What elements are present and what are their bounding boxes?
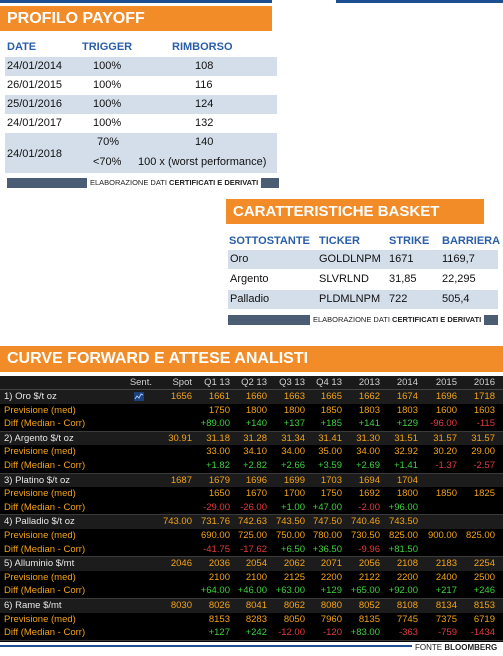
source-bold: BLOOMBERG [444,643,498,652]
forecast-row [0,529,503,543]
forward-value: 1665 [320,391,342,402]
commodity-label: 3) Platino $/t oz [4,474,71,486]
forward-value: 31.57 [433,432,457,444]
diff-value: -9.96 [358,543,380,555]
diff-value: +36.50 [312,543,342,555]
forecast-value: 1850 [435,488,457,500]
diff-value: +83.00 [350,627,380,639]
basket-header-ticker: TICKER [319,235,360,247]
diff-value: -120 [322,627,342,639]
forward-value: 2062 [283,558,305,570]
commodity-row[interactable] [0,557,503,571]
payoff-trigger: <70% [93,156,122,168]
diff-value: +1.82 [205,460,230,471]
col-header: 2014 [396,377,418,388]
forward-value: 8134 [435,600,457,611]
spot-value: 30.91 [168,432,192,444]
forecast-value: 1800 [283,404,305,416]
spot-value: 1656 [170,391,192,402]
diff-value: +127 [208,627,230,639]
top-rule-right [336,0,503,3]
forward-value: 8080 [320,600,342,611]
basket-barriera: 1169,7 [442,253,475,265]
commodity-row[interactable] [0,599,503,613]
payoff-rimborso: 124 [195,98,214,110]
basket-header-barriera: BARRIERA [442,235,501,247]
forecast-value: 2500 [473,571,495,583]
forecast-value: 1800 [245,404,267,416]
forecast-value: 6719 [473,613,495,625]
diff-value: -1434 [470,627,495,639]
forecast-value: 1850 [320,404,342,416]
diff-value: -29.00 [203,501,230,513]
table-row [5,114,277,133]
col-header: 2016 [473,377,495,388]
forecast-value: 1670 [245,488,267,500]
forward-value: 2183 [435,558,457,570]
forecast-value: 7745 [396,613,418,625]
diff-row [0,501,503,515]
basket-ticker: PLDMLNPM [319,293,381,305]
row-label: Diff (Median - Corr) [4,627,86,639]
forward-value: 1704 [396,474,418,486]
payoff-header-rimborso: RIMBORSO [172,41,233,53]
source-prefix: FONTE [415,643,445,652]
forecast-value: 690.00 [200,530,230,541]
basket-caption-bold: CERTIFICATI E DERIVATI [392,315,482,324]
basket-header-strike: STRIKE [389,235,430,247]
payoff-date: 24/01/2017 [7,117,63,129]
payoff-title: PROFILO PAYOFF [0,6,272,31]
forward-value: 2254 [473,558,495,570]
payoff-trigger: 100% [93,79,122,91]
diff-value: +64.00 [200,585,230,597]
payoff-caption-prefix: ELABORAZIONE DATI [90,178,170,187]
row-label: Diff (Median - Corr) [4,585,86,597]
source-caption [412,643,500,653]
forward-value: 1663 [283,391,305,402]
diff-value: +81.50 [388,543,418,555]
forward-value: 740.46 [350,516,380,528]
basket-caption-prefix: ELABORAZIONE DATI [313,315,393,324]
row-label: Previsione (med) [4,530,76,541]
forecast-value: 1750 [208,404,230,416]
basket-sottostante: Palladio [230,293,270,305]
payoff-trigger: 100% [93,117,122,129]
bloomberg-header-row [0,376,503,390]
forecast-value: 1700 [283,488,305,500]
table-row [5,95,277,114]
forecast-value: 8050 [283,613,305,625]
commodity-label: 5) Alluminio $/mt [4,558,75,570]
col-header: Sent. [129,377,152,388]
diff-value: +129 [396,418,418,430]
forward-value: 1679 [208,474,230,486]
row-label: Diff (Median - Corr) [4,543,86,555]
forward-value: 31.51 [394,432,418,444]
row-label: Previsione (med) [4,404,76,416]
col-header: Q2 13 [241,377,267,388]
forecast-value: 1600 [435,404,457,416]
forecast-value: 1750 [320,488,342,500]
forecast-value: 1692 [358,488,380,500]
diff-value: -26.00 [240,501,267,513]
basket-ticker: GOLDLNPM [319,253,381,265]
row-label: Diff (Median - Corr) [4,418,86,430]
payoff-header-date: DATE [7,41,37,53]
forward-value: 31.30 [356,432,380,444]
basket-caption [310,315,484,325]
diff-value: +140 [245,418,267,430]
diff-value: +2.69 [355,460,380,471]
forward-value: 2054 [245,558,267,570]
forward-value: 8153 [473,600,495,611]
col-header: Spot [172,377,192,388]
forward-value: 8026 [208,600,230,611]
diff-value: +63.00 [275,585,305,597]
forward-value: 8108 [396,600,418,611]
forecast-value: 30.20 [433,446,457,458]
diff-value: +47.00 [312,501,342,513]
forecast-value: 32.92 [394,446,418,458]
diff-value: +242 [245,627,267,639]
forecast-value: 7960 [320,613,342,625]
forward-value: 8052 [358,600,380,611]
forward-value: 8062 [283,600,305,611]
forward-value: 8041 [245,600,267,611]
diff-row [0,417,503,431]
forecast-value: 34.00 [281,446,305,458]
diff-value: +96.00 [388,501,418,513]
diff-value: -2.00 [358,501,380,513]
forward-value: 2056 [358,558,380,570]
table-row [228,250,498,269]
payoff-trigger: 70% [97,136,120,148]
payoff-date: 24/01/2014 [7,60,63,72]
forecast-value: 8153 [208,613,230,625]
forward-value: 1696 [245,474,267,486]
basket-title: CARATTERISTICHE BASKET [226,199,484,224]
forecast-value: 33.00 [206,446,230,458]
diff-value: +217 [435,585,457,597]
commodity-row[interactable] [0,390,503,404]
diff-value: +2.82 [242,460,267,471]
forecast-value: 2100 [208,571,230,583]
basket-header-sottostante: SOTTOSTANTE [229,235,310,247]
forward-value: 31.57 [471,432,495,444]
forecast-value: 8135 [358,613,380,625]
basket-ticker: SLVRLND [319,273,369,285]
bloomberg-panel [0,376,503,642]
diff-value: +89.00 [200,418,230,430]
basket-barriera: 505,4 [442,293,470,305]
spot-value: 743.00 [162,516,192,528]
payoff-rimborso: 132 [195,117,214,129]
diff-value: +1.00 [280,501,305,513]
forecast-row [0,487,503,501]
payoff-trigger: 100% [93,60,122,72]
row-label: Diff (Median - Corr) [4,460,86,471]
forecast-value: 2100 [245,571,267,583]
forecast-value: 900.00 [427,530,457,541]
forecast-value: 2400 [435,571,457,583]
diff-value: +246 [473,585,495,597]
diff-row [0,459,503,473]
diff-value: +6.50 [280,543,305,555]
row-label: Diff (Median - Corr) [4,501,86,513]
forward-value: 742.63 [237,516,267,528]
diff-value: +2.66 [280,460,305,471]
forecast-value: 2200 [320,571,342,583]
diff-value: +141 [358,418,380,430]
diff-value: +129 [320,585,342,597]
diff-value: +1.41 [393,460,418,471]
spot-value: 1687 [170,474,192,486]
forecast-row [0,445,503,459]
diff-value: -17.62 [240,543,267,555]
forward-value: 1696 [435,391,457,402]
payoff-date: 25/01/2016 [7,98,63,110]
forecast-value: 8283 [245,613,267,625]
forecast-value: 1650 [208,488,230,500]
forward-value: 1661 [208,391,230,402]
col-header: Q1 13 [204,377,230,388]
forward-value: 2071 [320,558,342,570]
col-header: 2013 [358,377,380,388]
forecast-value: 825.00 [465,530,495,541]
forecast-value: 7375 [435,613,457,625]
forward-value: 743.50 [275,516,305,528]
diff-value: -2.57 [473,460,495,471]
forward-value: 1718 [473,391,495,402]
forecast-value: 725.00 [237,530,267,541]
forward-value: 2108 [396,558,418,570]
forward-value: 743.50 [388,516,418,528]
forward-value: 1674 [396,391,418,402]
chart-icon[interactable] [134,392,144,401]
table-row [5,76,277,95]
forward-value: 1703 [320,474,342,486]
diff-row [0,584,503,598]
payoff-trigger: 100% [93,98,122,110]
row-divider [0,640,503,641]
commodity-label: 4) Palladio $/t oz [4,516,75,528]
payoff-rimborso: 100 x (worst performance) [138,156,267,168]
commodity-row[interactable] [0,432,503,446]
basket-barriera: 22,295 [442,273,476,285]
forecast-value: 825.00 [388,530,418,541]
forward-value: 1662 [358,391,380,402]
diff-value: -12.00 [278,627,305,639]
diff-row [0,543,503,557]
top-rule-left [0,0,272,3]
basket-strike: 1671 [389,253,414,265]
row-label: Previsione (med) [4,446,76,458]
forecast-value: 2200 [396,571,418,583]
forecast-value: 1803 [358,404,380,416]
forward-value: 1699 [283,474,305,486]
row-label: Previsione (med) [4,488,76,500]
forecast-value: 750.00 [275,530,305,541]
spot-value: 2046 [170,558,192,570]
diff-value: +3.59 [317,460,342,471]
forecast-value: 1803 [396,404,418,416]
forecast-value: 2125 [283,571,305,583]
forward-value: 31.18 [206,432,230,444]
commodity-label: 6) Rame $/mt [4,600,62,611]
forecast-value: 730.50 [350,530,380,541]
forward-value: 1660 [245,391,267,402]
forecast-value: 34.10 [243,446,267,458]
commodity-label: 2) Argento $/t oz [4,432,74,444]
diff-value: +137 [283,418,305,430]
payoff-date: 24/01/2018 [7,148,63,160]
diff-value: +92.00 [388,585,418,597]
diff-value: -1.37 [435,460,457,471]
forward-value: 1694 [358,474,380,486]
basket-sottostante: Argento [230,273,269,285]
forecast-value: 2122 [358,571,380,583]
diff-value: -363 [398,627,418,639]
forecast-value: 1800 [396,488,418,500]
diff-value: -115 [476,418,495,430]
forecast-value: 780.00 [312,530,342,541]
commodity-row[interactable] [0,515,503,529]
table-row [5,133,277,173]
forecast-value: 34.00 [356,446,380,458]
forward-value: 747.50 [312,516,342,528]
table-row [228,290,498,309]
col-header: Q4 13 [316,377,342,388]
basket-sottostante: Oro [230,253,249,265]
forecast-row [0,571,503,585]
col-header: Q3 13 [279,377,305,388]
forecast-value: 1603 [473,404,495,416]
forecast-row [0,613,503,627]
payoff-rimborso: 116 [195,79,213,91]
row-label: Previsione (med) [4,613,76,625]
row-label: Previsione (med) [4,571,76,583]
payoff-rimborso: 140 [195,136,214,148]
commodity-row[interactable] [0,474,503,488]
forward-value: 31.41 [318,432,342,444]
forecast-value: 29.00 [471,446,495,458]
curve-title: CURVE FORWARD E ATTESE ANALISTI [0,346,503,372]
diff-value: -759 [437,627,457,639]
forecast-value: 35.00 [318,446,342,458]
forecast-value: 1825 [473,488,495,500]
spot-value: 8030 [170,600,192,611]
forecast-row [0,404,503,418]
forward-value: 31.34 [281,432,305,444]
payoff-rimborso: 108 [195,60,214,72]
payoff-caption [87,178,261,188]
forward-value: 731.76 [200,516,230,528]
diff-value: +185 [320,418,342,430]
forward-value: 31.28 [243,432,267,444]
table-row [228,270,498,289]
diff-value: +65.00 [350,585,380,597]
diff-value: -96.00 [430,418,457,430]
col-header: 2015 [435,377,457,388]
diff-row [0,626,503,640]
forward-value: 2036 [208,558,230,570]
payoff-date: 26/01/2015 [7,79,63,91]
payoff-caption-bold: CERTIFICATI E DERIVATI [169,178,259,187]
basket-strike: 31,85 [389,273,417,285]
commodity-label: 1) Oro $/t oz [4,391,57,402]
table-row [5,57,277,76]
basket-strike: 722 [389,293,408,305]
diff-value: -41.75 [203,543,230,555]
diff-value: +46.00 [237,585,267,597]
payoff-header-trigger: TRIGGER [82,41,133,53]
